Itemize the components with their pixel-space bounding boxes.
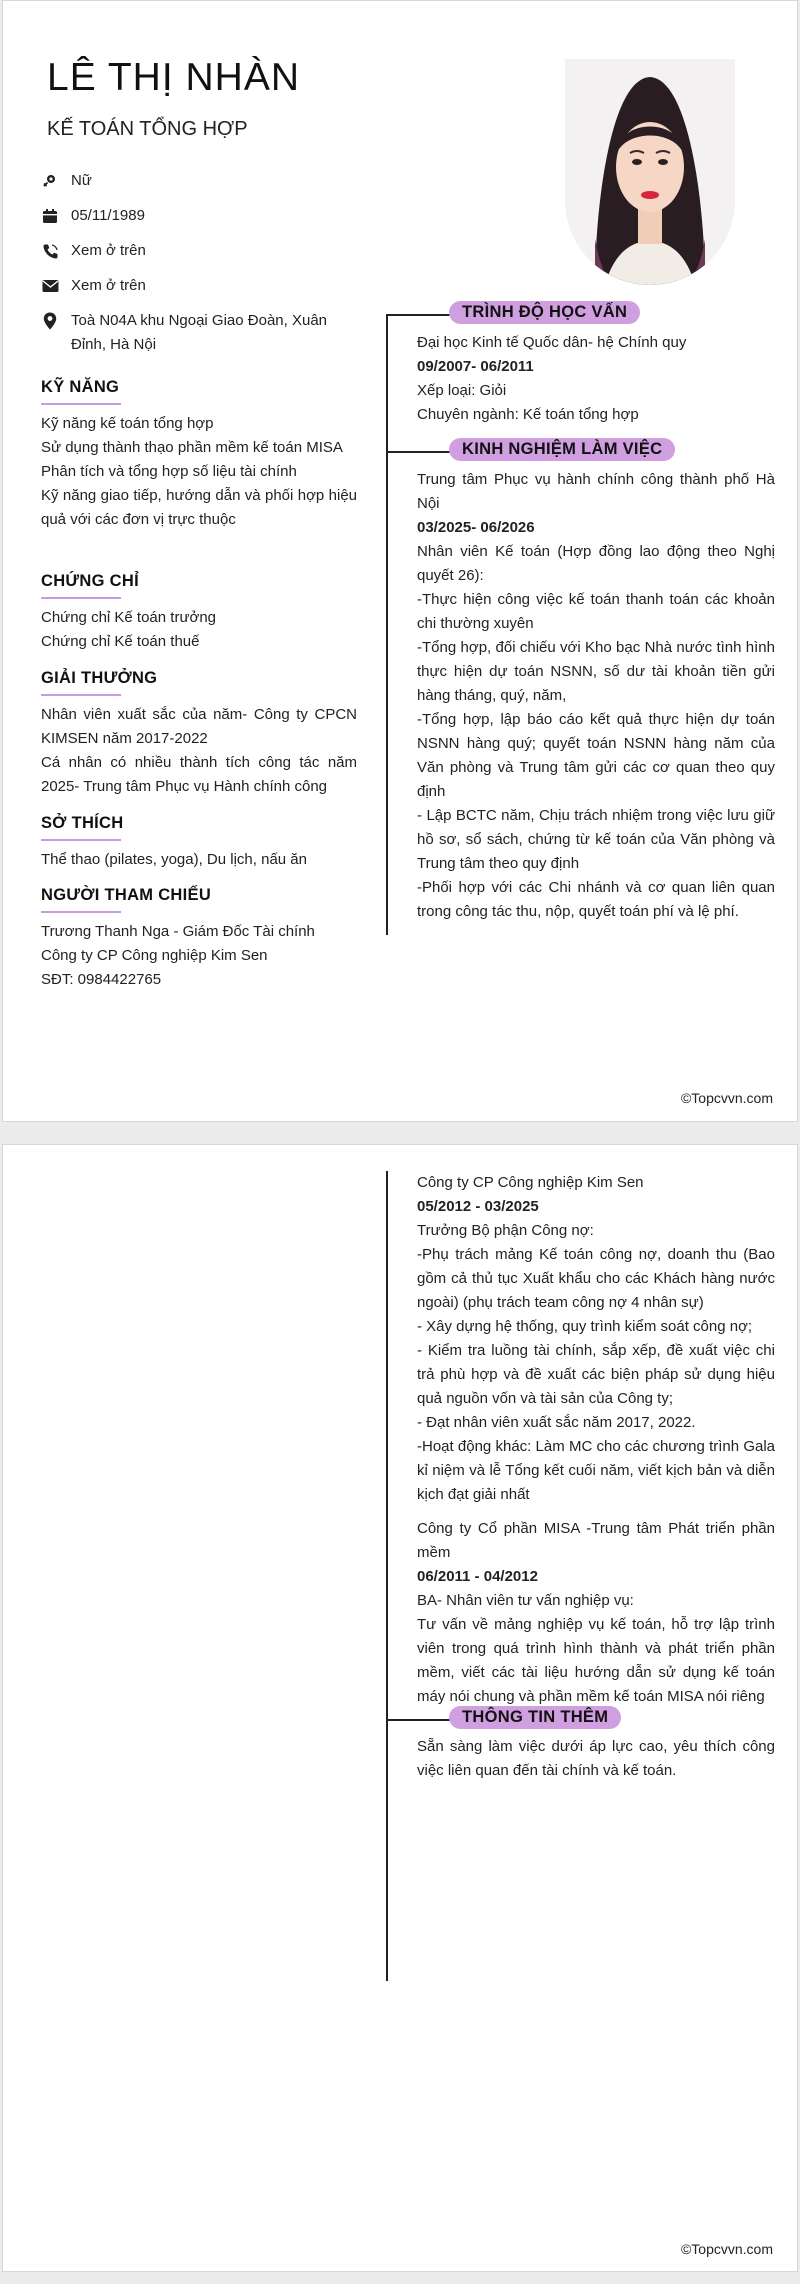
gender-value: Nữ xyxy=(71,172,92,189)
job-line: -Hoạt động khác: Làm MC cho các chương trình Gala kỉ niệm và lễ Tổng kết cuối năm, viết kịch bản và diễn kịch đạt giải nhất xyxy=(417,1438,775,1503)
certificates-section xyxy=(41,572,357,654)
section-underline xyxy=(41,597,121,599)
timeline-connector xyxy=(386,314,451,316)
section-underline xyxy=(41,403,121,405)
section-underline xyxy=(41,911,121,913)
certificates-heading: CHỨNG CHỈ xyxy=(41,572,139,590)
email-value: Xem ở trên xyxy=(71,277,146,294)
contact-info xyxy=(41,169,361,368)
job-period: 03/2025- 06/2026 xyxy=(417,519,535,536)
certificate-item: Chứng chỉ Kế toán trưởng xyxy=(41,609,217,626)
timeline-connector xyxy=(386,1719,451,1721)
cv-page-1 xyxy=(2,0,798,1122)
job-line: BA- Nhân viên tư vấn nghiệp vụ: xyxy=(417,1592,634,1609)
job-line: -Phụ trách mảng Kế toán công nợ, doanh thu (Bao gồm cả thủ tục Xuất khẩu cho các Khách hàng nước ngoài) (phụ trách team công nợ 4 nhân sự) xyxy=(417,1246,775,1311)
education-rank: Xếp loại: Giỏi xyxy=(417,382,507,399)
birthday-value: 05/11/1989 xyxy=(71,207,145,224)
job-company: Công ty CP Công nghiệp Kim Sen xyxy=(417,1174,644,1191)
contact-address xyxy=(41,309,361,357)
hobbies-section xyxy=(41,814,357,872)
job-line: -Tổng hợp, lập báo cáo kết quả thực hiện dự toán NSNN hàng quý; quyết toán NSNN hàng năm của Văn phòng và Trung tâm gửi các cơ quan theo quy định xyxy=(417,711,775,800)
job-line: - Lập BCTC năm, Chịu trách nhiệm trong việc lưu giữ hồ sơ, sổ sách, chứng từ kế toán của Văn phòng và Trung tâm theo quy định xyxy=(417,807,775,872)
job-period: 05/2012 - 03/2025 xyxy=(417,1198,539,1215)
job-line: Trưởng Bộ phận Công nợ: xyxy=(417,1222,594,1239)
skills-section xyxy=(41,378,357,532)
location-pin-icon xyxy=(41,309,59,333)
timeline-line xyxy=(386,315,388,935)
job-line: - Xây dựng hệ thống, quy trình kiểm soát công nợ; xyxy=(417,1318,753,1335)
skill-item: Kỹ năng giao tiếp, hướng dẫn và phối hợp hiệu quả với các đơn vị trực thuộc xyxy=(41,487,357,528)
skill-item: Phân tích và tổng hợp số liệu tài chính xyxy=(41,463,297,480)
certificate-item: Chứng chỉ Kế toán thuế xyxy=(41,633,200,650)
contact-birthday xyxy=(41,204,361,228)
education-major: Chuyên ngành: Kế toán tổng hợp xyxy=(417,406,639,423)
contact-phone xyxy=(41,239,361,263)
job-line: - Đạt nhân viên xuất sắc năm 2017, 2022. xyxy=(417,1414,696,1431)
contact-email xyxy=(41,274,361,298)
job-line: Nhân viên Kế toán (Hợp đồng lao động theo Nghị quyết 26): xyxy=(417,543,775,584)
envelope-icon xyxy=(41,274,59,298)
phone-value: Xem ở trên xyxy=(71,242,146,259)
job-title: KẾ TOÁN TỔNG HỢP xyxy=(47,118,248,140)
gender-icon xyxy=(41,169,59,193)
hobbies-heading: SỞ THÍCH xyxy=(41,814,124,832)
calendar-icon xyxy=(41,204,59,228)
experience-heading: KINH NGHIỆM LÀM VIỆC xyxy=(449,438,675,461)
award-item: Nhân viên xuất sắc của năm- Công ty CPCN KIMSEN năm 2017-2022 xyxy=(41,706,357,747)
skills-heading: KỸ NĂNG xyxy=(41,378,120,396)
experience-job-2 xyxy=(417,1171,775,1709)
awards-heading: GIẢI THƯỞNG xyxy=(41,669,158,687)
job-line: -Phối hợp với các Chi nhánh và cơ quan liên quan trong công tác thu, nộp, quyết toán phí và lệ phí. xyxy=(417,879,775,920)
profile-photo xyxy=(565,59,735,285)
job-company: Công ty Cổ phần MISA -Trung tâm Phát triển phần mềm xyxy=(417,1520,775,1561)
job-company: Trung tâm Phục vụ hành chính công thành phố Hà Nội xyxy=(417,471,775,512)
contact-gender xyxy=(41,169,361,193)
award-item: Cá nhân có nhiều thành tích công tác năm 2025- Trung tâm Phục vụ Hành chính công xyxy=(41,754,357,795)
phone-icon xyxy=(41,239,59,263)
job-period: 06/2011 - 04/2012 xyxy=(417,1568,538,1585)
job-line: -Thực hiện công việc kế toán thanh toán các khoản chi thường xuyên xyxy=(417,591,775,632)
education-block xyxy=(417,331,775,427)
experience-job-1 xyxy=(417,468,775,924)
job-line: Tư vấn về mảng nghiệp vụ kế toán, hỗ trợ lập trình viên trong quá trình hình thành và phát triển phần mềm, viết các tài liệu hướng dẫn sử dụng kế toán máy nói chung và phần mềm kế toán MISA nói riêng xyxy=(417,1616,775,1705)
reference-item: Trương Thanh Nga - Giám Đốc Tài chính xyxy=(41,923,315,940)
address-value: Toà N04A khu Ngoại Giao Đoàn, Xuân Đỉnh, Hà Nội xyxy=(71,312,328,353)
awards-section xyxy=(41,669,357,799)
education-school: Đại học Kinh tế Quốc dân- hệ Chính quy xyxy=(417,334,687,351)
timeline-line xyxy=(386,1171,388,1981)
references-section xyxy=(41,886,357,992)
footer-credit: ©Topcvvn.com xyxy=(680,2241,773,2257)
hobby-item: Thể thao (pilates, yoga), Du lịch, nấu ăn xyxy=(41,851,307,868)
skill-item: Kỹ năng kế toán tổng hợp xyxy=(41,415,214,432)
job-line: - Kiểm tra luồng tài chính, sắp xếp, đề xuất việc chi trả phù hợp và đề xuất các biện pháp sử dụng hiệu quả nguồn vốn và tài sản của Công ty; xyxy=(417,1342,775,1407)
skill-item: Sử dụng thành thạo phần mềm kế toán MISA xyxy=(41,439,343,456)
additional-text: Sẵn sàng làm việc dưới áp lực cao, yêu thích công việc liên quan đến tài chính và kế toán. xyxy=(417,1738,775,1779)
section-underline xyxy=(41,839,121,841)
candidate-name: LÊ THỊ NHÀN xyxy=(47,56,300,99)
education-heading: TRÌNH ĐỘ HỌC VẤN xyxy=(449,301,640,324)
timeline-connector xyxy=(386,451,451,453)
section-underline xyxy=(41,694,121,696)
reference-item: Công ty CP Công nghiệp Kim Sen xyxy=(41,947,268,964)
cv-page-2 xyxy=(2,1144,798,2272)
education-period: 09/2007- 06/2011 xyxy=(417,358,534,375)
reference-item: SĐT: 0984422765 xyxy=(41,971,162,988)
additional-block xyxy=(417,1735,775,1783)
additional-heading: THÔNG TIN THÊM xyxy=(449,1706,621,1729)
footer-credit: ©Topcvvn.com xyxy=(680,1090,773,1106)
references-heading: NGƯỜI THAM CHIẾU xyxy=(41,886,212,904)
job-line: -Tổng hợp, đối chiếu với Kho bạc Nhà nước tình hình thực hiện dự toán NSNN, số dư tài khoản tiền gửi hàng tháng, quý, năm, xyxy=(417,639,775,704)
